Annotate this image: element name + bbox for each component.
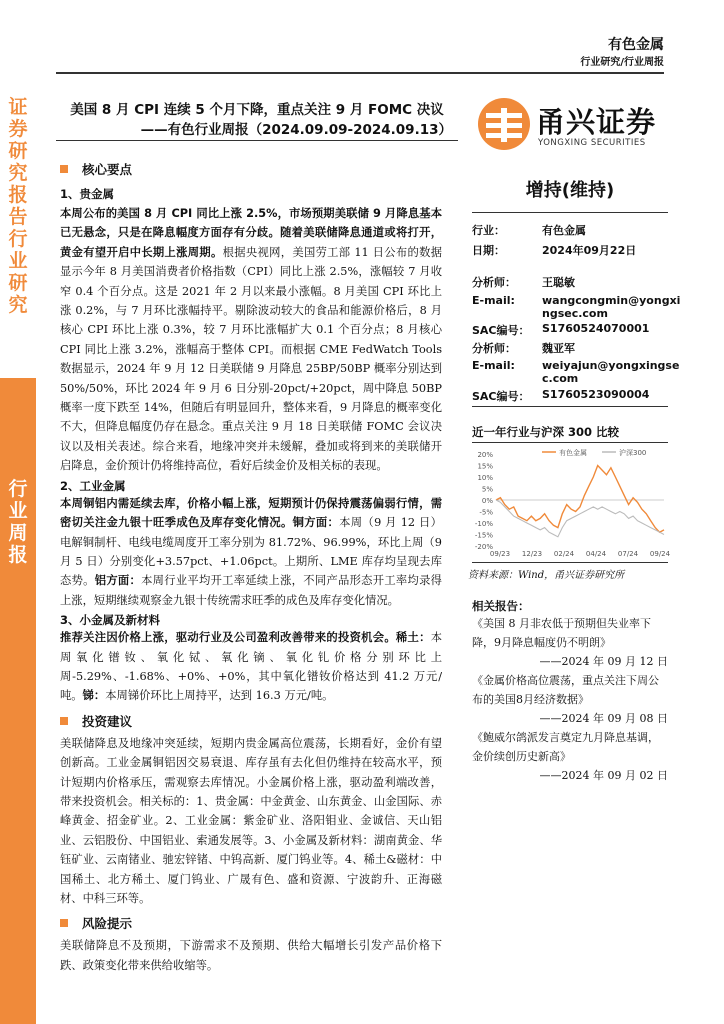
company-logo <box>476 96 672 152</box>
chart-top-rule <box>472 442 668 443</box>
chart-bottom-rule <box>472 562 668 563</box>
related-item[interactable]: 《金属价格高位震荡，重点关注下周公布的美国8月经济数据》 ——2024 年 09 月 08 日 <box>472 674 668 725</box>
info-email2: E-mail: weiyajun@yongxingse c.com <box>472 359 680 385</box>
email2-link[interactable]: weiyajun@yongxingse c.com <box>542 359 680 385</box>
related-list <box>472 614 668 785</box>
info-industry: 行业： 有色金属 <box>472 224 586 237</box>
section-risk-heading: 风险提示 <box>60 914 442 932</box>
related-item[interactable]: 《美国 8 月非农低于预期但失业率下降，9月降息幅度仍不明朗》 ——2024 年 09 月 12 日 <box>472 617 668 668</box>
info-date: 日期： 2024年09月22日 <box>472 244 637 257</box>
section-precious-body: 本周公布的美国 8 月 CPI 同比上涨 2.5%，市场预期美联储 9 月降息基本已无悬念，只是在降息幅度方面存有分歧。随着美联储降息通道或将打开，黄金有望开启中长期上涨周期。根据央视网，美国劳工部 11 日公布的数据显示今年 8 月美国消费者价格指数（CPI）同比上涨 2.5%，涨幅较 7 月收窄 0.4 个百分点。这是 2021 年 2 月以来最小涨幅。8 月美国 CPI 环比上涨 0.2%，与 7 月环比涨幅持平。剔除波动较大的食品和能源价格后，8 月核心 CPI 环比上涨 0.3%，较 7 月环比涨幅扩大 0.1 个百分点；8 月核心 CPI 同比上涨 3.2%，涨幅高于整体 CPI。而根据 CME FedWatch Tools 数据显示，2024 年 9 月 12 日美联储 9 月降息 25BP/50BP 概率分别达到 50%/50%，环比 2024 年 9 月 6 日分别-20pct/+20pct，周中降息 50BP 概率一度下跌至 14%，但随后有明显回升，整体来看，9 月降息的概率变化不大，但降息幅度仍存在悬念。重点关注 9 月 18 日美联储 FOMC 会议决议以及相关表述。综合来看，地缘冲突并未缓解，叠加或将到来的美联储开启降息，金价预计仍将维持高位，看好后续金价及相关标的表现。 <box>60 207 442 473</box>
chart-source: 资料来源：Wind，甬兴证券研究所 <box>468 570 625 581</box>
y-tick-label: -10% <box>474 520 493 528</box>
info-sac1: SAC编号： S1760524070001 <box>472 322 650 337</box>
x-tick-label: 09/23 <box>489 550 511 558</box>
legend-label: 有色金属 <box>559 449 587 457</box>
y-tick-label: 0% <box>481 497 493 505</box>
logo-name: 甬兴证券 <box>536 105 657 139</box>
section-invest-body: 美联储降息及地缘冲突延续，短期内贵金属高位震荡，长期看好，金价有望创新高。工业金属铜铝因交易衰退、库存虽有去化但仍维持在较高水平，预计短期内价格承压，需观察去库情况。小金属价格上涨，驱动盈利端改善，带来投资机会。相关标的：1、贵金属：中金黄金、山东黄金、山金国际、赤峰黄金、招金矿业。2、工业金属：紫金矿业、洛阳钼业、金诚信、天山铝业、云铝股份、中国铝业、索通发展等。3、小金属及新材料：湖南黄金、华钰矿业、云南锗业、驰宏锌锗、中钨高新、厦门钨业等。4、稀土&磁材：中国稀土、北方稀土、厦门钨业、广晟有色、盛和资源、宁波韵升、正海磁材、中科三环等。 <box>60 736 442 905</box>
x-tick-label: 12/23 <box>521 550 543 558</box>
info-email1: E-mail: wangcongmin@yongxi ngsec.com <box>472 294 681 320</box>
email1-link[interactable]: wangcongmin@yongxi ngsec.com <box>542 294 681 320</box>
info-analyst1: 分析师： 王聪敏 <box>472 276 575 289</box>
header-rule <box>56 72 664 74</box>
y-tick-label: 10% <box>477 474 493 482</box>
bullet-square-icon <box>60 717 68 725</box>
x-tick-label: 02/24 <box>553 550 575 558</box>
rating: 增持(维持) <box>525 180 615 201</box>
x-tick-label: 04/24 <box>585 550 607 558</box>
x-tick-label: 07/24 <box>617 550 639 558</box>
y-tick-label: 20% <box>477 451 493 459</box>
related-title: 相关报告： <box>472 599 530 613</box>
related-item[interactable]: 《鲍威尔鸽派发言奠定九月降息基调，金价续创历史新高》 ——2024 年 09 月 02 日 <box>472 731 668 782</box>
y-tick-label: -15% <box>474 531 493 540</box>
x-tick-label: 09/24 <box>649 550 670 558</box>
section-industrial-body: 本周铜铝内需延续去库，价格小幅上涨，短期预计仍保持震荡偏弱行情，需密切关注金九银十旺季成色及库存变化情况。铜方面：本周（9 月 12 日）电解铜制杆、电线电缆周度开工率分别为 81.72%、96.99%，环比上周（9 月 5 日）分别变化+3.57pct、+1.06pct。上期所、LME 库存均呈现去库态势。铝方面：本周行业平均开工率延续上涨，不同产品形态开工率均录得上涨，短期继续观察金九银十传统需求旺季的成色及库存变化情况。 <box>60 496 442 607</box>
logo-english: YONGXING SECURITIES <box>538 138 646 148</box>
left-sidebar <box>0 0 36 1024</box>
title-rule <box>56 140 458 141</box>
section-core-heading: 核心要点 <box>60 160 442 178</box>
series-line-0 <box>496 466 664 533</box>
sidebar-top-text: 证券研究报告 行业研究 <box>8 96 28 316</box>
section-risk-body: 美联储降息不及预期，下游需求不及预期、供给大幅增长引发产品价格下跌、政策变化带来供给收缩等。 <box>60 939 442 972</box>
header-industry: 有色金属 <box>608 37 664 53</box>
chart-title: 近一年行业与沪深 300 比较 <box>472 425 620 439</box>
legend-label: 沪深300 <box>619 449 647 457</box>
report-title: 美国 8 月 CPI 连续 5 个月下降，重点关注 9 月 FOMC 决议 <box>70 102 444 118</box>
section-industrial-title: 2、工业金属 <box>60 478 126 493</box>
y-tick-label: 15% <box>477 462 493 471</box>
section-invest-heading: 投资建议 <box>60 712 442 730</box>
y-tick-label: -5% <box>479 508 493 517</box>
comparison-chart <box>472 446 670 562</box>
sidebar-bottom-text: 行业周报 <box>8 478 28 566</box>
sidebar-top <box>0 92 36 378</box>
header-category: 行业研究/行业周报 <box>580 57 664 68</box>
info-analyst2: 分析师： 魏亚军 <box>472 342 575 355</box>
y-tick-label: 5% <box>481 485 493 494</box>
rating-rule <box>472 212 668 213</box>
bullet-square-icon <box>60 165 68 173</box>
section-precious-title: 1、贵金属 <box>60 187 115 201</box>
info-sac2: SAC编号： S1760523090004 <box>472 388 650 403</box>
sidebar-accent <box>0 378 36 1024</box>
section-minor-title: 3、小金属及新材料 <box>60 613 161 628</box>
logo-mark-icon <box>476 96 536 152</box>
report-subtitle: ——有色行业周报（2024.09.09-2024.09.13） <box>140 122 452 138</box>
info-rule <box>472 406 668 407</box>
main-column <box>60 160 442 975</box>
section-minor-body: 推荐关注因价格上涨，驱动行业及公司盈利改善带来的投资机会。稀土：本周氧化镨钕、氧化铽、氧化镝、氧化钆价格分别环比上周-5.29%、-1.68%、+0%、+0%，其中氧化镨钕价格达到 41.2 万元/吨。锑：本周锑价环比上周持平，达到 16.3 万元/吨。 <box>60 631 442 703</box>
bullet-square-icon <box>60 919 68 927</box>
y-tick-label: -20% <box>474 543 493 551</box>
